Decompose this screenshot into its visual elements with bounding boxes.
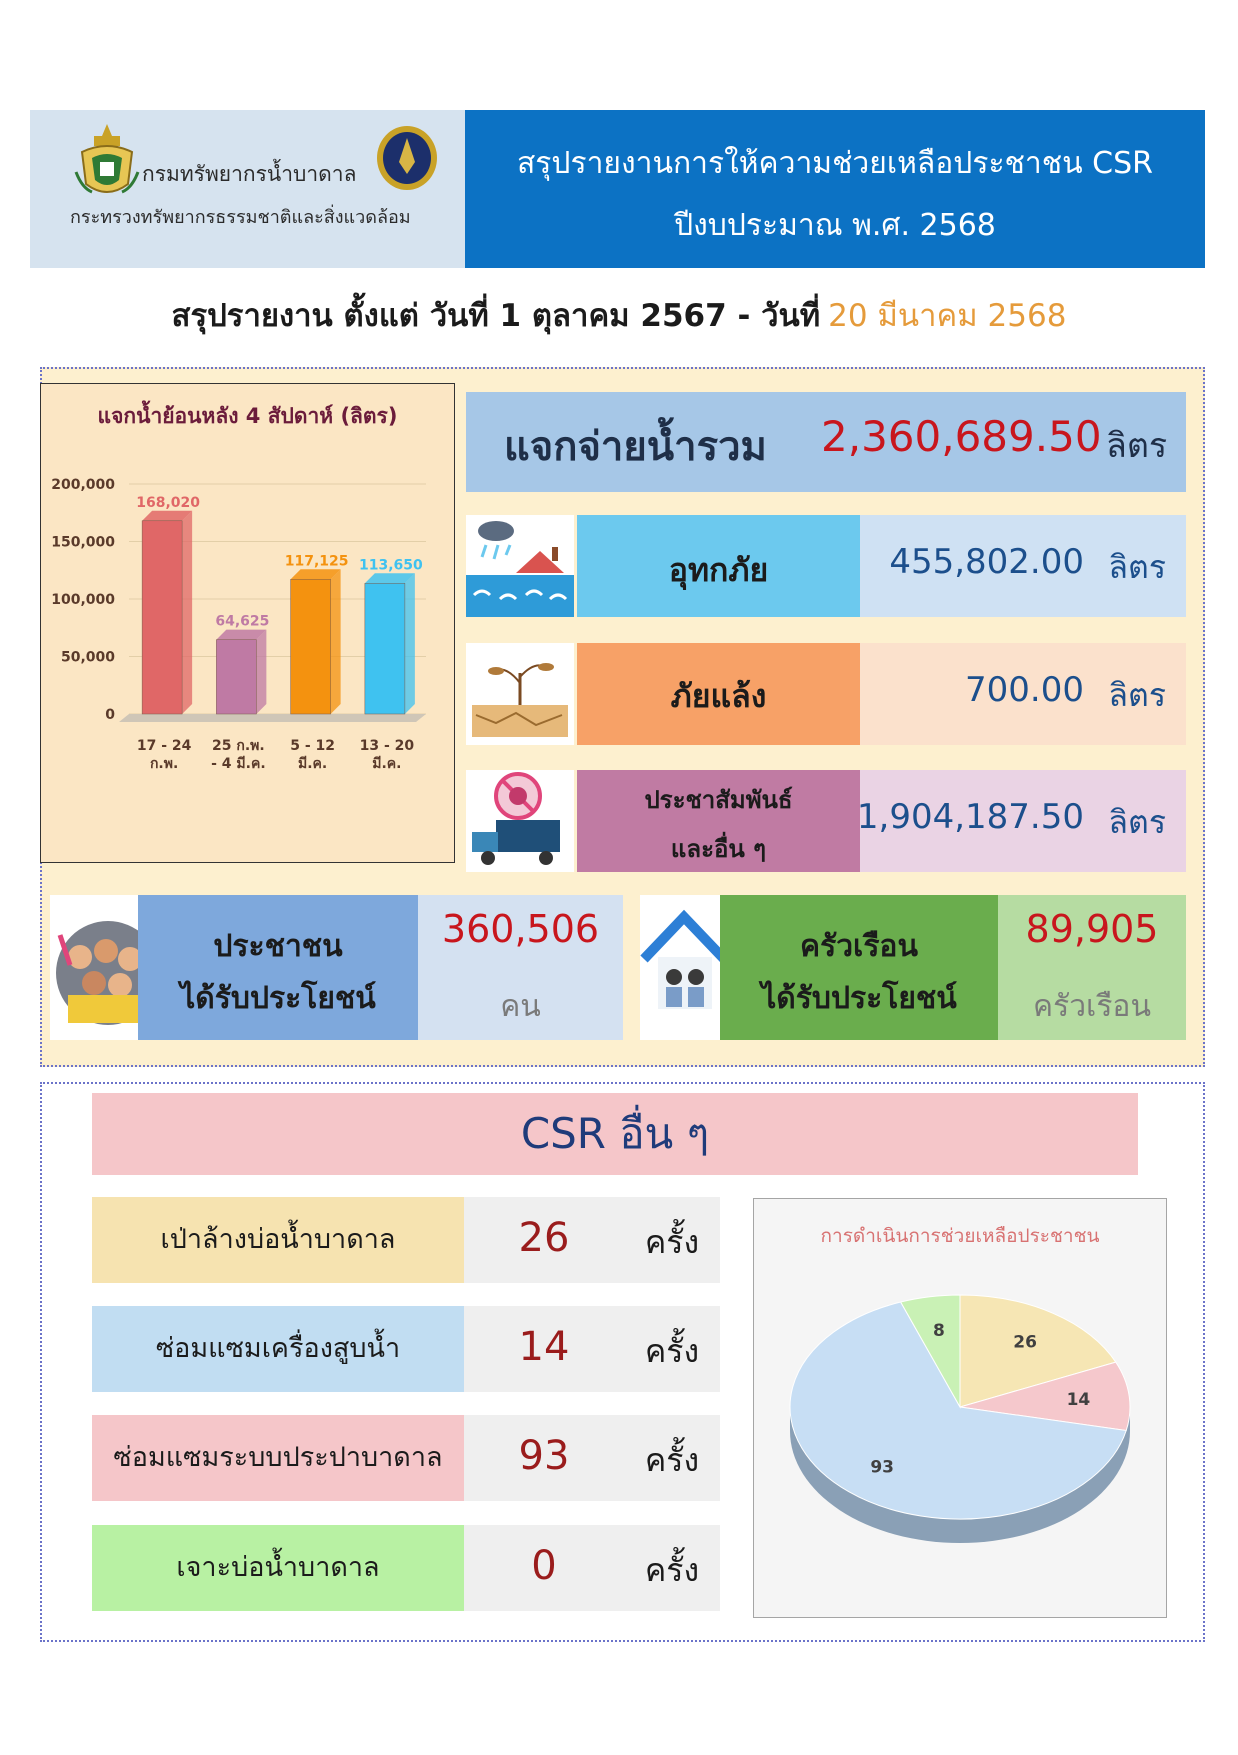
x-tick-label: 5 - 12 [290,738,336,754]
activity-count [464,1525,720,1611]
bar-value-label: 117,125 [284,553,349,570]
activity-count-unit: ครั้ง [644,1551,700,1589]
y-tick-label: 150,000 [51,534,115,551]
report-title-panel [465,110,1205,268]
pie-chart-svg [754,1259,1166,1619]
people-unit: คน [500,989,541,1024]
activity-count-value: 93 [518,1433,570,1479]
chart-title: แจกน้ำย้อนหลัง 4 สัปดาห์ (ลิตร) [97,404,398,428]
y-tick-label: 50,000 [60,649,115,666]
category-unit: ลิตร [1108,548,1166,586]
people-label-line1: ประชาชน [213,929,343,964]
csr-other-title: CSR อื่น ๆ [92,1093,1138,1175]
x-tick-label: ก.พ. [149,756,179,772]
activity-label: ซ่อมแซมเครื่องสูบน้ำ [92,1306,464,1392]
bar-value-label: 113,650 [358,557,423,574]
report-period [0,290,1238,340]
bar-value-label: 168,020 [136,494,201,511]
people-benefit-label [138,895,418,1040]
category-flood [577,515,860,617]
category-label: อุทกภัย [668,551,769,589]
category-drought-value [860,643,1186,745]
activity-count [464,1197,720,1283]
people-benefit-value [418,895,623,1040]
category-label: ภัยแล้ง [670,677,767,715]
total-label: แจกจ่ายน้ำรวม [504,424,767,470]
bar-side [331,569,341,714]
ministry-seal-icon [375,122,439,192]
x-tick-label: - 4 มี.ค. [211,756,266,772]
category-unit: ลิตร [1108,803,1166,841]
activity-count [464,1415,720,1501]
category-value: 1,904,187.50 [856,797,1084,837]
chart-floor [119,714,426,722]
bar [291,579,331,714]
crowd-icon [50,895,138,1040]
x-tick-label: มี.ค. [372,756,402,772]
y-tick-label: 100,000 [51,592,115,608]
bar [142,521,182,714]
category-label-line2: และอื่น ๆ [670,835,767,863]
household-unit: ครัวเรือน [1033,989,1151,1024]
household-count: 89,905 [1025,907,1159,951]
bar-value-label: 64,625 [215,613,270,630]
household-benefit-label [720,895,998,1040]
activity-count-unit: ครั้ง [644,1441,700,1479]
pie-slice-label: 8 [932,1320,945,1341]
header-logo-panel [30,110,465,268]
bar-chart-svg [41,434,454,854]
activity-label: เป่าล้างบ่อน้ำบาดาล [92,1197,464,1283]
assistance-pie-chart [753,1198,1167,1618]
drought-icon [466,643,574,745]
house-family-icon [640,895,720,1040]
x-tick-label: มี.ค. [298,756,328,772]
department-emblem-icon [72,122,142,204]
weekly-water-chart [40,383,455,863]
activity-count-unit: ครั้ง [644,1332,700,1370]
bar-side [182,511,192,714]
bar-side [405,573,415,714]
pie-chart-title: การดำเนินการช่วยเหลือประชาชน [820,1225,1100,1247]
ministry-name: กระทรวงทรัพยากรธรรมชาติและสิ่งแวดล้อม [70,207,411,228]
household-label-line2: ได้รับประโยชน์ [761,981,957,1016]
activity-count-unit: ครั้ง [644,1223,700,1261]
x-tick-label: 13 - 20 [359,738,415,754]
department-name: กรมทรัพยากรน้ำบาดาล [142,162,357,186]
x-tick-label: 25 ก.พ. [212,738,265,754]
category-label-line1: ประชาสัมพันธ์ [644,786,793,814]
y-tick-label: 0 [105,707,115,723]
activity-count-value: 26 [518,1215,570,1261]
pie-slice-label: 93 [870,1457,894,1478]
category-flood-value [860,515,1186,617]
bar [365,583,405,714]
y-tick-label: 200,000 [51,477,115,493]
report-title: สรุปรายงานการให้ความช่วยเหลือประชาชน CSR [516,146,1154,181]
people-label-line2: ได้รับประโยชน์ [180,981,376,1016]
category-drought [577,643,860,745]
fiscal-year: ปีงบประมาณ พ.ศ. 2568 [674,208,996,243]
bar-side [256,630,266,714]
pie-slice-label: 14 [1066,1390,1091,1411]
activity-count [464,1306,720,1392]
bar [216,640,256,714]
pie-slice-label: 26 [1013,1332,1037,1353]
activity-label: ซ่อมแซมระบบประปาบาดาล [92,1415,464,1501]
category-unit: ลิตร [1108,676,1166,714]
household-benefit-value [998,895,1186,1040]
category-pr-value [856,770,1186,872]
activity-count-value: 0 [531,1543,557,1589]
category-value: 455,802.00 [889,542,1084,582]
people-count: 360,506 [441,907,600,951]
activity-label: เจาะบ่อน้ำบาดาล [92,1525,464,1611]
category-pr-others [577,770,860,872]
household-label-line1: ครัวเรือน [800,929,918,964]
period-prefix: สรุปรายงาน ตั้งแต่ วันที่ 1 ตุลาคม 2567 - วันที่ [171,298,821,334]
period-end-date: 20 มีนาคม 2568 [828,298,1067,334]
water-truck-icon [466,770,574,872]
x-tick-label: 17 - 24 [136,738,192,754]
activity-count-value: 14 [518,1324,570,1370]
total-value: 2,360,689.50 [821,412,1102,461]
category-value: 700.00 [965,670,1084,710]
total-water-bar [466,392,1186,492]
flood-icon [466,515,574,617]
total-unit: ลิตร [1106,426,1168,466]
